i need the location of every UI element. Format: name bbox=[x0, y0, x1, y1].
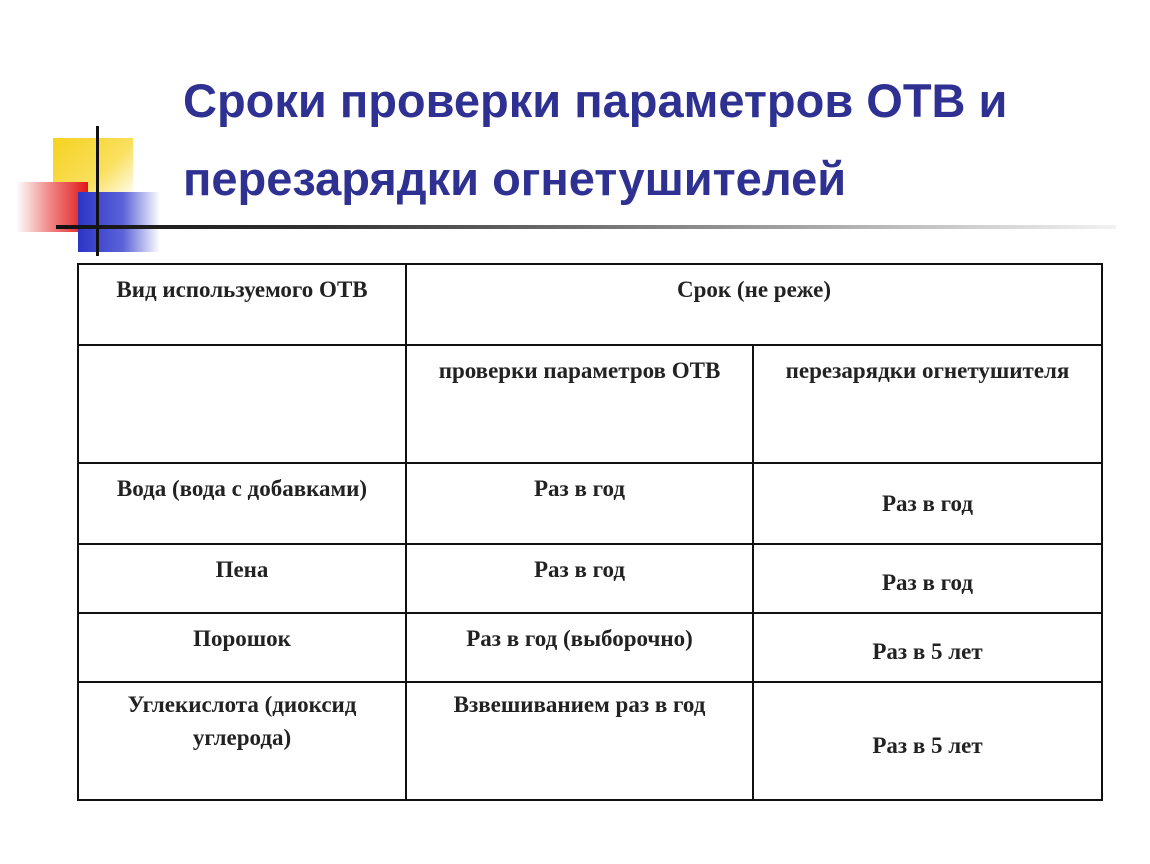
row-recharge: Раз в год bbox=[753, 544, 1102, 613]
table-row bbox=[78, 613, 1102, 682]
table-header-row bbox=[78, 264, 1102, 345]
header-check-params: проверки параметров ОТВ bbox=[406, 345, 753, 463]
row-check: Взвешиванием раз в год bbox=[406, 682, 753, 800]
row-agent: Порошок bbox=[78, 613, 406, 682]
row-recharge: Раз в 5 лет bbox=[753, 613, 1102, 682]
table-row bbox=[78, 463, 1102, 544]
row-agent: Углекислота (диоксид углерода) bbox=[78, 682, 406, 800]
header-empty-cell bbox=[78, 345, 406, 463]
row-check: Раз в год bbox=[406, 463, 753, 544]
table-row bbox=[78, 682, 1102, 800]
header-recharge: перезарядки огнетушителя bbox=[753, 345, 1102, 463]
row-check: Раз в год bbox=[406, 544, 753, 613]
row-check: Раз в год (выборочно) bbox=[406, 613, 753, 682]
header-agent-type: Вид используемого ОТВ bbox=[78, 264, 406, 345]
header-period: Срок (не реже) bbox=[406, 264, 1102, 345]
slide-title-line-1: Сроки проверки параметров ОТВ и bbox=[183, 74, 1008, 127]
extinguisher-schedule-table bbox=[77, 263, 1103, 801]
decor-blue-square bbox=[78, 192, 160, 252]
row-agent: Пена bbox=[78, 544, 406, 613]
row-recharge: Раз в 5 лет bbox=[753, 682, 1102, 800]
row-agent: Вода (вода с добавками) bbox=[78, 463, 406, 544]
table-subheader-row bbox=[78, 345, 1102, 463]
decor-vertical-line bbox=[96, 126, 99, 256]
table-row bbox=[78, 544, 1102, 613]
slide-title bbox=[183, 62, 1133, 218]
row-recharge: Раз в год bbox=[753, 463, 1102, 544]
decor-title-underline bbox=[56, 225, 1116, 229]
slide-title-line-2: перезарядки огнетушителей bbox=[183, 152, 847, 205]
